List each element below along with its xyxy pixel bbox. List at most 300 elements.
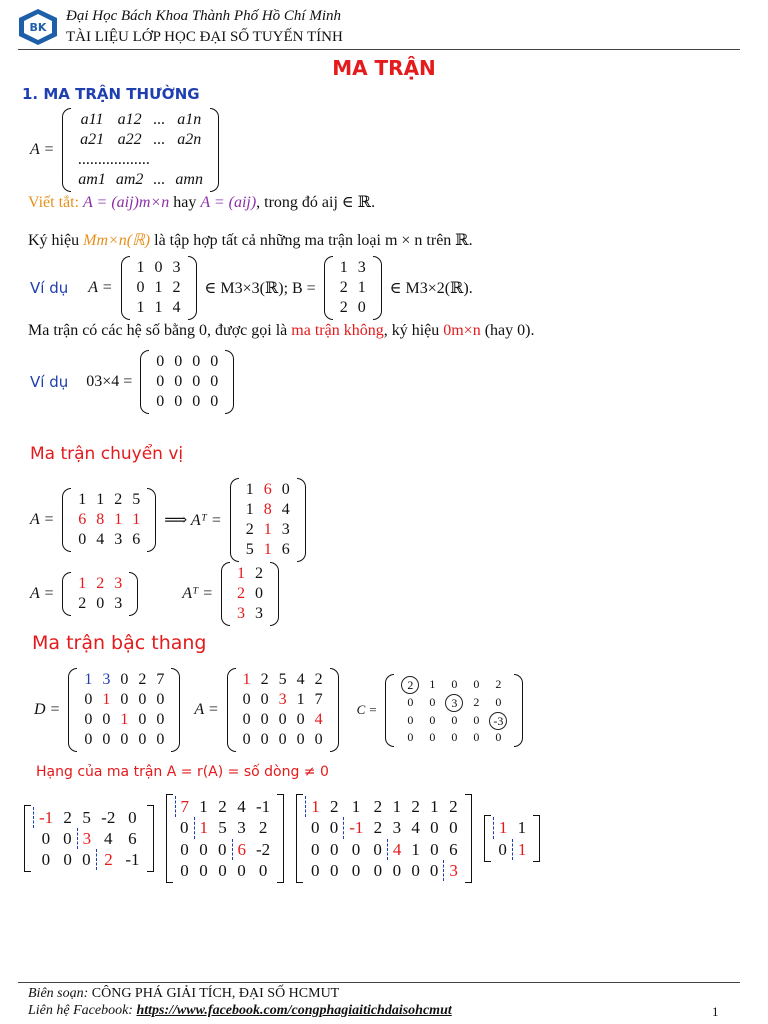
matrix-entry: 1 [78, 491, 87, 508]
matrix-entry: 0 [260, 711, 269, 728]
zero-matrix [140, 350, 234, 414]
matrix-entry: 5 [132, 491, 141, 508]
zero-symbol: 0m×n [443, 322, 481, 339]
matrix-entry: 1 [263, 521, 272, 538]
notation-pre: Ký hiệu [28, 232, 80, 249]
matrix-entry: 6 [128, 828, 137, 848]
matrix-entry: 7 [156, 671, 165, 688]
matrix-row [238, 710, 328, 730]
echelon-examples [34, 668, 523, 752]
matrix-entry: 3 [114, 595, 123, 612]
matrix-entry: 6 [78, 511, 87, 528]
matrix-entry: 0 [120, 691, 129, 708]
matrix-entry: 0 [278, 731, 287, 748]
matrix-row [175, 817, 275, 838]
matrix-row [335, 258, 371, 278]
matrix-row [241, 540, 295, 560]
matrix-entry: 0 [473, 729, 480, 744]
transpose-example-1 [30, 478, 306, 562]
matrix-entry: 4 [411, 818, 420, 838]
shorthand-line [28, 192, 375, 212]
matrix-row [493, 839, 531, 860]
matrix-entry: 0 [199, 860, 208, 880]
matrix-entry: 0 [63, 850, 72, 870]
matrix-row [132, 258, 186, 278]
matrix-entry: 4 [172, 299, 181, 316]
matrix-entry: 0 [242, 731, 251, 748]
matrix-entry: 0 [495, 695, 502, 709]
matrix-entry: 0 [41, 850, 51, 870]
matrix-row [306, 796, 463, 817]
matrix-entry: 2 [138, 671, 147, 688]
echelon-matrix-c [385, 674, 523, 747]
matrix-entry: 3 [102, 671, 111, 688]
zero-pre: Ma trận có các hệ số bằng 0, được gọi là [28, 322, 288, 339]
matrix-entry: 1 [136, 299, 145, 316]
matrix-entry: 2 [495, 677, 502, 691]
section-heading-echelon: Ma trận bậc thang [32, 632, 207, 654]
ex1-matrix-a [121, 256, 197, 320]
shorthand-tail: , trong đó aij ∈ ℝ. [256, 194, 376, 211]
matrix-entry: 1 [245, 481, 254, 498]
university-name: Đại Học Bách Khoa Thành Phố Hồ Chí Minh [66, 8, 341, 24]
matrix-entry: 3 [392, 818, 402, 838]
footer-author-label: Biên soạn: [28, 986, 89, 1001]
matrix-entry: 0 [136, 279, 145, 296]
matrix-entry: 0 [473, 713, 480, 727]
matrix-entry: 2 [314, 671, 323, 688]
matrix-row [232, 604, 268, 624]
matrix-entry: 5 [82, 807, 91, 827]
example-label-1: Ví dụ [30, 279, 69, 297]
header-divider [18, 49, 740, 50]
matrix-row [175, 796, 275, 817]
matrix-entry: 0 [329, 839, 339, 859]
matrix-entry: 8 [96, 511, 105, 528]
ex2-lhs: 03×4 = [86, 373, 133, 390]
rank-example-3 [296, 794, 472, 883]
transpose-matrix-a2t [221, 562, 279, 626]
zero-matrix-line [28, 322, 534, 340]
matrix-entry: 0 [210, 393, 219, 410]
matrix-entry: ... [153, 131, 166, 148]
matrix-entry: 3 [255, 605, 264, 622]
page-number: 1 [712, 1004, 719, 1019]
footer-divider [18, 982, 740, 983]
matrix-entry: 2 [411, 797, 420, 816]
notation-line [28, 230, 473, 250]
transpose-lhs-2: A = [30, 585, 55, 602]
matrix-entry: a2n [177, 131, 202, 148]
ex1-matrix-b [324, 256, 382, 320]
matrix-row [73, 530, 145, 550]
rank-example-1 [24, 805, 154, 873]
matrix-entry: 4 [387, 839, 406, 860]
matrix-entry: 0 [210, 353, 219, 370]
matrix-entry: 0 [281, 481, 290, 498]
facebook-link[interactable]: https://www.facebook.com/congphagiaitichdaisohcmut [136, 1003, 452, 1018]
matrix-entry: -2 [101, 807, 116, 827]
footer-contact-label: Liên hệ Facebook: [28, 1003, 133, 1018]
shorthand-b: A = (aij) [200, 194, 257, 211]
matrix-entry: 0 [199, 839, 208, 859]
matrix-entry: 0 [407, 695, 414, 709]
matrix-entry: -1 [34, 807, 59, 828]
matrix-entry: 0 [430, 818, 439, 838]
echelon-c-lhs: C = [356, 702, 378, 717]
matrix-entry: a12 [117, 111, 142, 128]
matrix-row [238, 730, 328, 750]
matrix-row [73, 594, 127, 614]
matrix-row [241, 520, 295, 540]
matrix-entry: 6 [132, 531, 141, 548]
matrix-row [396, 694, 512, 712]
matrix-row [238, 670, 328, 690]
matrix-entry: 2 [473, 695, 480, 709]
matrix-entry: 3 [237, 818, 246, 838]
matrix-entry: a11 [80, 111, 104, 128]
general-matrix [62, 108, 219, 192]
matrix-entry: 3 [278, 691, 287, 708]
footer-contact [28, 1003, 452, 1019]
matrix-entry: 1 [136, 259, 145, 276]
matrix-entry: 1 [306, 796, 325, 817]
matrix-row [396, 712, 512, 730]
matrix-entry: 0 [84, 711, 93, 728]
matrix-entry: -2 [256, 839, 271, 859]
matrix-entry: 2 [373, 797, 383, 816]
section-heading-regular: 1. MA TRẬN THƯỜNG [22, 85, 200, 103]
matrix-entry: 1 [351, 797, 361, 816]
shorthand-label: Viết tắt: [28, 194, 80, 211]
matrix-entry: 5 [245, 541, 254, 558]
matrix-entry: 4 [296, 671, 305, 688]
matrix-entry: 6 [281, 541, 290, 558]
matrix-row [335, 278, 371, 298]
matrix-entry: 0 [210, 373, 219, 390]
matrix-entry: 1 [114, 511, 123, 528]
matrix-entry: 0 [351, 860, 361, 880]
matrix-entry: 1 [245, 501, 254, 518]
matrix-entry: 4 [281, 501, 290, 518]
matrix-entry: 1 [430, 797, 439, 816]
matrix-entry: 0 [351, 839, 361, 859]
matrix-entry: 2 [449, 797, 458, 816]
notation-post: là tập hợp tất cả những ma trận loại m × n trên ℝ. [154, 232, 473, 249]
matrix-entry: 0 [128, 807, 137, 827]
matrix-entry: 0 [138, 711, 147, 728]
matrix-entry: 2 [339, 299, 348, 316]
matrix-row [238, 690, 328, 710]
matrix-entry: 0 [429, 860, 439, 880]
matrix-entry: 0 [154, 259, 163, 276]
matrix-entry: 2 [78, 595, 87, 612]
matrix-entry: ... [153, 111, 166, 128]
matrix-entry: ... [153, 171, 166, 188]
matrix-row [73, 490, 145, 510]
rank-examples [24, 794, 540, 883]
matrix-entry: 6 [232, 839, 251, 860]
matrix-entry: 0 [120, 671, 129, 688]
matrix-entry: 0 [180, 860, 189, 880]
matrix-entry: 4 [104, 828, 113, 848]
shorthand-a: A = (aij)m×n [83, 194, 170, 211]
matrix-entry: 4 [237, 797, 246, 816]
echelon-a-lhs: A = [194, 701, 219, 718]
matrix-entry: 0 [357, 299, 366, 316]
matrix-entry: 0 [407, 713, 414, 727]
matrix-entry: a21 [80, 131, 105, 148]
matrix-entry: 0 [449, 818, 458, 838]
matrix-entry: 0 [310, 860, 320, 880]
matrix-row [151, 352, 223, 372]
matrix-entry: 0 [495, 729, 502, 744]
matrix-entry: 2 [255, 565, 264, 582]
matrix-entry: 0 [451, 729, 458, 744]
matrix-row [232, 584, 268, 604]
matrix-row [79, 670, 169, 690]
matrix-entry: 0 [218, 839, 227, 859]
matrix-entry: 2 [339, 279, 348, 296]
matrix-entry: 3 [77, 828, 96, 849]
matrix-entry: 0 [120, 731, 129, 748]
footer-author [28, 986, 339, 1002]
matrix-row [306, 860, 463, 881]
matrix-entry: am2 [115, 171, 144, 188]
matrix-entry: 1 [154, 279, 163, 296]
matrix-entry: 2 [237, 585, 246, 602]
matrix-entry: 0 [180, 818, 189, 838]
matrix-entry: 0 [102, 731, 111, 748]
matrix-entry: 2 [96, 849, 120, 870]
matrix-entry: 0 [237, 860, 246, 880]
matrix-entry: 2 [172, 279, 181, 296]
matrix-entry: 6 [263, 481, 272, 498]
matrix-entry: 0 [498, 839, 507, 859]
matrix-entry: 8 [263, 501, 272, 518]
matrix-entry: 1 [84, 671, 93, 688]
transpose-matrix-a [62, 488, 156, 552]
matrix-entry: 7 [175, 796, 194, 817]
shorthand-hay: hay [173, 194, 197, 211]
matrix-entry: 0 [156, 711, 165, 728]
matrix-entry: 1 [517, 818, 527, 838]
matrix-entry: 4 [96, 531, 105, 548]
zero-name: ma trận không [291, 322, 384, 339]
matrix-row [241, 500, 295, 520]
matrix-entry: 0 [260, 691, 269, 708]
matrix-entry: 7 [314, 691, 323, 708]
matrix-entry: 1 [199, 797, 208, 816]
section-heading-transpose: Ma trận chuyển vị [30, 444, 184, 464]
matrix-entry: 3 [281, 521, 290, 538]
matrix-row [79, 730, 169, 750]
matrix-entry: -1 [256, 797, 271, 816]
ex1-mid: ∈ M3×3(ℝ); B = [204, 280, 316, 297]
matrix-entry: 5 [278, 671, 287, 688]
matrix-entry: -1 [125, 850, 140, 870]
matrix-entry: 2 [218, 797, 227, 816]
matrix-entry: 0 [180, 839, 189, 859]
matrix-entry: 1 [357, 279, 366, 296]
zero-mid: , ký hiệu [383, 322, 440, 339]
matrix-entry: 0 [296, 711, 305, 728]
matrix-entry: 2 [260, 671, 269, 688]
general-lhs: A = [30, 141, 55, 158]
matrix-row [73, 110, 208, 130]
matrix-entry: 0 [314, 731, 323, 748]
matrix-entry: 1 [242, 671, 251, 688]
matrix-entry: 1 [263, 541, 272, 558]
matrix-entry: 0 [430, 839, 439, 859]
matrix-entry: 1 [493, 817, 512, 838]
rank-definition: Hạng của ma trận A = r(A) = số dòng ≠ 0 [36, 764, 329, 780]
matrix-entry: 2 [245, 521, 254, 538]
matrix-entry: 0 [258, 860, 268, 880]
matrix-entry: 1 [102, 691, 111, 708]
matrix-entry: 0 [218, 860, 227, 880]
matrix-entry: -3 [484, 712, 512, 730]
matrix-row [493, 817, 531, 838]
matrix-entry: 3 [440, 694, 468, 712]
matrix-row [232, 564, 268, 584]
matrix-entry: 3 [237, 605, 246, 622]
matrix-entry: 0 [192, 373, 201, 390]
matrix-entry: 0 [156, 691, 165, 708]
matrix-row [175, 839, 275, 860]
matrix-entry: 0 [156, 373, 165, 390]
matrix-entry: 0 [429, 713, 436, 727]
matrix-entry: 0 [96, 595, 105, 612]
matrix-entry: 2 [373, 818, 383, 838]
matrix-entry: 0 [84, 691, 93, 708]
course-name: TÀI LIỆU LỚP HỌC ĐẠI SỐ TUYẾN TÍNH [66, 29, 343, 45]
matrix-entry: 2 [258, 818, 268, 838]
matrix-entry: 0 [260, 731, 269, 748]
matrix-entry: 0 [174, 373, 183, 390]
matrix-entry: 4 [314, 711, 323, 728]
matrix-entry: 0 [78, 531, 87, 548]
matrix-row [34, 807, 145, 828]
matrix-entry: 1 [411, 839, 420, 859]
transpose-example-2 [30, 562, 279, 626]
matrix-entry: 0 [373, 839, 382, 859]
matrix-row [132, 278, 186, 298]
matrix-entry: 0 [174, 393, 183, 410]
logo-text: BK [29, 21, 47, 34]
matrix-entry: 0 [192, 393, 201, 410]
matrix-entry: 0 [156, 353, 165, 370]
matrix-entry: 1 [339, 259, 348, 276]
matrix-entry: 0 [138, 731, 147, 748]
matrix-entry: 0 [473, 677, 480, 691]
rank-example-2 [166, 794, 285, 883]
notation-symbol: Mm×n(ℝ) [83, 232, 151, 249]
general-matrix-block [30, 108, 219, 192]
ex1-lhs: A = [88, 279, 113, 296]
matrix-entry: 3 [114, 531, 123, 548]
matrix-entry: 2 [329, 797, 339, 816]
matrix-entry: 3 [114, 575, 123, 592]
page-title: MA TRẬN [332, 56, 436, 80]
ex1-end: ∈ M3×2(ℝ). [389, 280, 473, 297]
matrix-entry: -1 [344, 817, 369, 838]
matrix-row [79, 690, 169, 710]
matrix-entry: 0 [407, 729, 414, 744]
matrix-entry: 1 [237, 565, 246, 582]
rank-example-4 [484, 815, 541, 862]
matrix-entry: 0 [329, 818, 339, 838]
matrix-row [151, 392, 223, 412]
matrix-row [73, 510, 145, 530]
matrix-row [73, 150, 208, 170]
matrix-entry: 1 [194, 817, 213, 838]
matrix-row [132, 298, 186, 318]
matrix-entry: 0 [255, 585, 264, 602]
matrix-entry: 1 [78, 575, 87, 592]
matrix-entry: 0 [429, 729, 436, 744]
matrix-entry: 1 [512, 839, 531, 860]
example-1-block [30, 256, 473, 320]
matrix-row [306, 839, 463, 860]
matrix-row [73, 574, 127, 594]
matrix-entry: 2 [63, 807, 72, 827]
echelon-matrix-a [227, 668, 339, 752]
matrix-entry: 0 [373, 860, 383, 880]
matrix-row [151, 372, 223, 392]
matrix-row [306, 817, 463, 838]
matrix-entry: 0 [411, 860, 420, 880]
echelon-d-lhs: D = [34, 701, 61, 718]
matrix-entry: 1 [96, 491, 105, 508]
logo [18, 8, 58, 46]
matrix-entry: 0 [138, 691, 147, 708]
matrix-entry: 0 [429, 695, 436, 709]
echelon-matrix-d [68, 668, 180, 752]
zero-post: (hay 0). [484, 322, 535, 339]
matrix-row [175, 860, 275, 881]
matrix-entry: 0 [41, 828, 51, 848]
matrix-entry: 1 [296, 691, 305, 708]
matrix-entry: 3 [172, 259, 181, 276]
matrix-row [396, 676, 512, 694]
matrix-entry: 0 [174, 353, 183, 370]
matrix-row [335, 298, 371, 318]
matrix-row [79, 710, 169, 730]
matrix-row [73, 170, 208, 190]
matrix-entry: 3 [444, 860, 463, 881]
matrix-entry: 0 [296, 731, 305, 748]
matrix-entry: 2 [114, 491, 123, 508]
matrix-entry: 5 [218, 818, 227, 838]
matrix-entry: .................. [78, 151, 151, 168]
matrix-entry: 0 [156, 393, 165, 410]
matrix-entry: 0 [278, 711, 287, 728]
matrix-entry: 1 [392, 797, 402, 816]
matrix-row [73, 130, 208, 150]
matrix-entry: 0 [192, 353, 201, 370]
matrix-entry: 6 [449, 839, 458, 859]
transpose-matrix-at [230, 478, 306, 562]
matrix-entry: 3 [357, 259, 366, 276]
matrix-entry: 0 [451, 713, 458, 727]
matrix-row [396, 730, 512, 745]
matrix-entry: 0 [63, 828, 72, 848]
footer-author-name: CÔNG PHÁ GIẢI TÍCH, ĐẠI SỐ HCMUT [91, 986, 340, 1001]
matrix-entry: 0 [451, 677, 458, 691]
matrix-entry: 1 [429, 677, 436, 691]
example-2-block [30, 350, 234, 414]
